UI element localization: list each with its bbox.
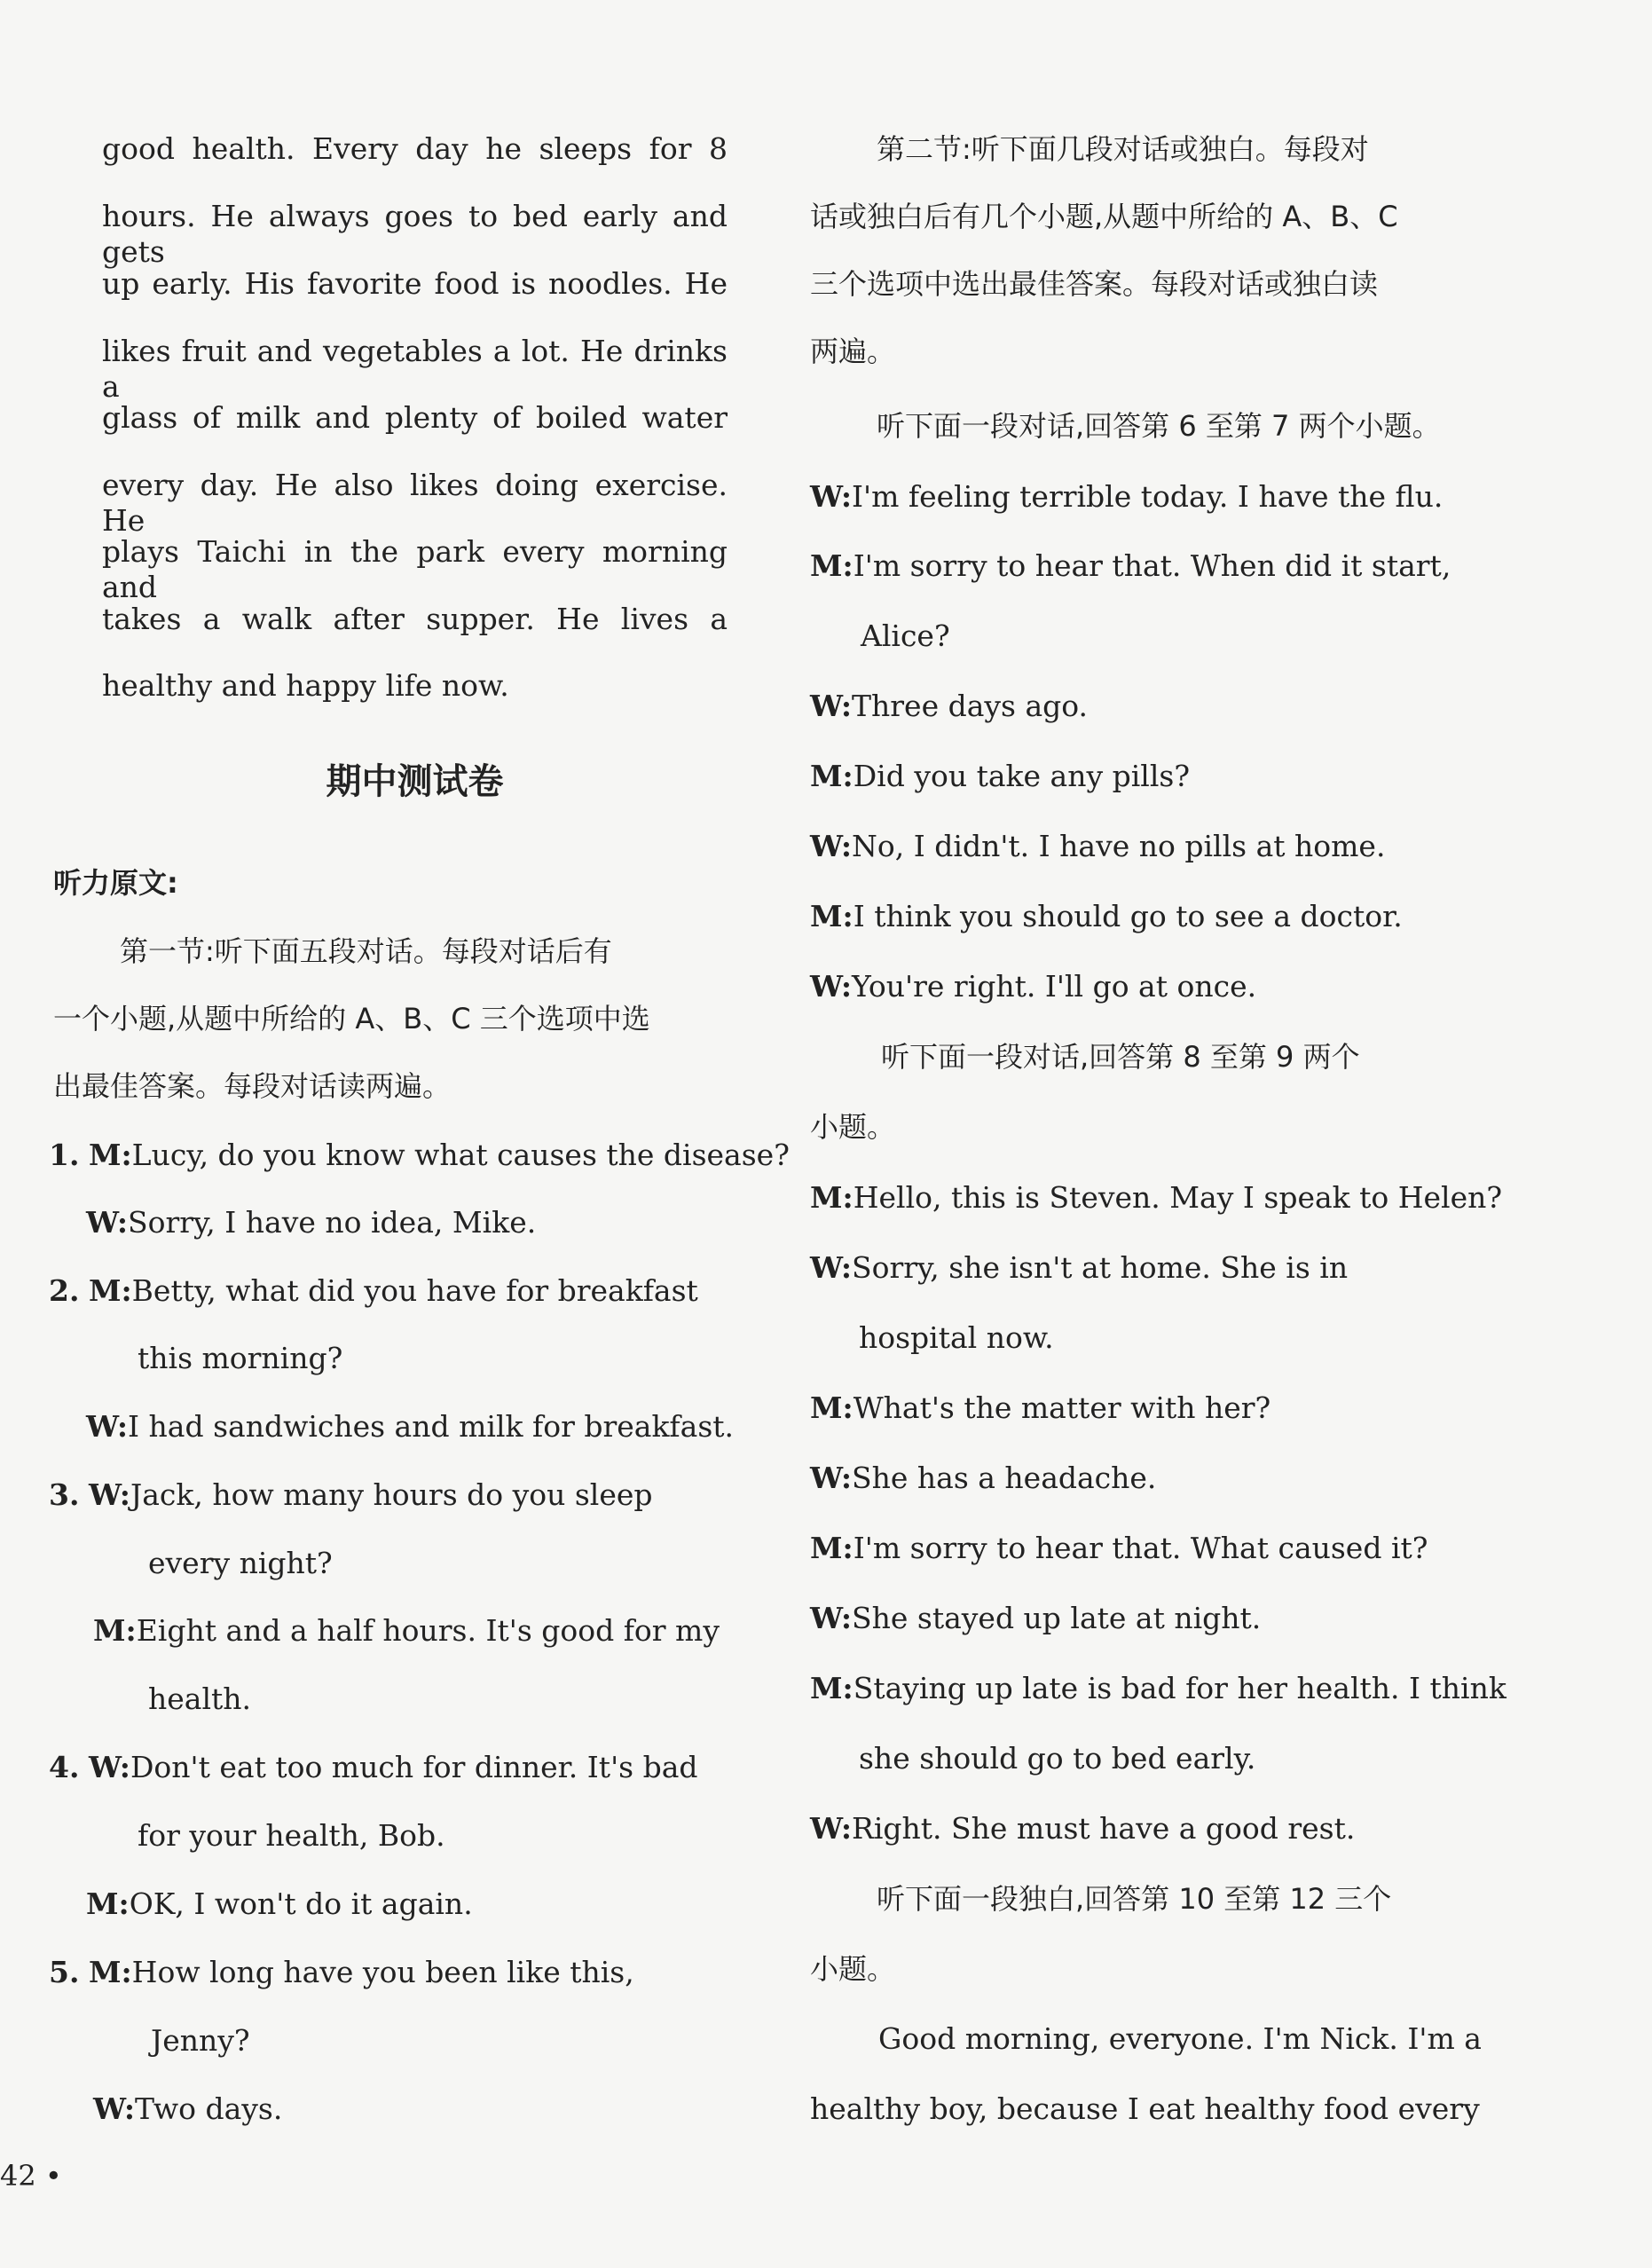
utterance: You're right. I'll go at once. [852,969,1257,1004]
utterance: I had sandwiches and milk for breakfast. [128,1409,735,1444]
speaker: M: [810,1671,854,1705]
utterance: I'm sorry to hear that. What caused it? [853,1531,1428,1565]
utterance: I'm sorry to hear that. When did it start, [853,548,1451,583]
speaker: W: [810,1601,853,1635]
utterance: Three days ago. [852,689,1089,723]
intro-line: hours. He always goes to bed early and gets [102,199,728,269]
speaker: W: [810,969,853,1004]
utterance: No, I didn't. I have no pills at home. [852,829,1386,863]
dialogue-b-line [810,1180,1502,1216]
page-title: 期中测试卷 [326,761,504,802]
dialogue-a-line: Alice? [861,618,950,653]
speaker: M: [86,1886,130,1921]
section2-line: 两遍。 [810,335,896,368]
dialogue-a-line [810,969,1256,1004]
dialogue-b-line [810,1601,1261,1636]
speaker: M: [810,899,854,933]
q10-12-intro: 小题。 [810,1952,896,1986]
utterance: I think you should go to see a doctor. [853,899,1403,933]
speaker: M: [88,1955,132,1989]
utterance: Sorry, she isn't at home. She is in [852,1250,1349,1285]
q6-7-intro: 听下面一段对话,回答第 6 至第 7 两个小题。 [877,409,1441,443]
monologue-line: Good morning, everyone. I'm Nick. I'm a [878,2021,1482,2056]
speaker: M: [88,1273,132,1308]
speaker: M: [810,1180,854,1215]
dialogue-4-line [86,1886,473,1922]
intro-line: up early. His favorite food is noodles. He [102,266,728,301]
item-number: 3. [49,1477,80,1512]
dialogue-b-line [810,1671,1506,1706]
intro-line: every day. He also likes doing exercise. He [102,468,728,538]
intro-line: takes a walk after supper. He lives a [102,602,728,636]
section2-line: 第二节:听下面几段对话或独白。每段对 [877,132,1369,166]
utterance: Jack, how many hours do you sleep [130,1477,653,1512]
utterance: Lucy, do you know what causes the disease? [131,1138,790,1172]
utterance: Did you take any pills? [853,759,1191,793]
dialogue-b-line: she should go to bed early. [859,1741,1256,1776]
item-number: 4. [49,1750,80,1784]
dialogue-b-line [810,1461,1156,1496]
utterance: Hello, this is Steven. May I speak to Helen? [853,1180,1503,1215]
utterance: What's the matter with her? [853,1390,1271,1425]
section1-line: 出最佳答案。每段对话读两遍。 [53,1069,452,1103]
speaker: M: [810,1531,854,1565]
section2-line: 话或独白后有几个小题,从题中所给的 A、B、C [810,200,1398,233]
speaker: M: [810,759,854,793]
speaker: M: [93,1613,137,1648]
utterance: Don't eat too much for dinner. It's bad [130,1750,698,1784]
utterance: How long have you been like this, [131,1955,634,1989]
speaker: W: [86,1409,129,1444]
dialogue-b-line [810,1390,1270,1426]
speaker: W: [810,1250,853,1285]
intro-line: plays Taichi in the park every morning and [102,534,728,604]
dialogue-3-line: every night? [148,1546,333,1580]
dialogue-2-line: this morning? [138,1341,343,1375]
utterance: Two days. [135,2091,283,2126]
utterance: OK, I won't do it again. [129,1886,473,1921]
speaker: W: [810,1461,853,1495]
monologue-line: healthy boy, because I eat healthy food every [810,2091,1480,2126]
q8-9-intro: 听下面一段对话,回答第 8 至第 9 两个 [881,1040,1360,1074]
speaker: W: [93,2091,136,2126]
dialogue-1-line [49,1138,790,1173]
dialogue-4-line [49,1750,698,1785]
dialogue-1-line [86,1205,536,1240]
section1-line: 一个小题,从题中所给的 A、B、C 三个选项中选 [53,1002,650,1036]
dialogue-a-line [810,899,1403,934]
intro-line: likes fruit and vegetables a lot. He drinks a [102,334,728,404]
item-number: 1. [49,1138,80,1172]
utterance: I'm feeling terrible today. I have the flu. [852,479,1444,514]
dialogue-a-line [810,759,1190,794]
dialogue-b-line [810,1250,1493,1286]
dialogue-2-line [86,1409,734,1445]
intro-line: good health. Every day he sleeps for 8 [102,131,728,166]
dialogue-b-line [810,1531,1428,1566]
speaker: M: [810,548,854,583]
section1-line: 第一节:听下面五段对话。每段对话后有 [120,934,612,968]
script-label: 听力原文: [53,866,178,900]
dialogue-5-line: Jenny? [151,2023,250,2058]
dialogue-a-line [810,548,1451,584]
item-number: 2. [49,1273,80,1308]
utterance: She stayed up late at night. [852,1601,1262,1635]
utterance: Right. She must have a good rest. [852,1811,1356,1846]
speaker: W: [88,1477,130,1512]
speaker: W: [810,829,853,863]
speaker: M: [810,1390,854,1425]
dialogue-5-line [49,1955,634,1990]
section2-line: 三个选项中选出最佳答案。每段对话或独白读 [810,267,1379,301]
q10-12-intro: 听下面一段独白,回答第 10 至第 12 三个 [877,1882,1392,1916]
utterance: Betty, what did you have for breakfast [131,1273,698,1308]
page-number: 42 • [0,2159,62,2193]
q8-9-intro: 小题。 [810,1110,896,1144]
utterance: Eight and a half hours. It's good for my [136,1613,720,1648]
dialogue-b-line: hospital now. [859,1320,1054,1355]
speaker: W: [88,1750,130,1784]
dialogue-3-line [49,1477,653,1513]
speaker: M: [88,1138,132,1172]
utterance: Sorry, I have no idea, Mike. [128,1205,537,1240]
dialogue-4-line: for your health, Bob. [138,1818,445,1853]
dialogue-2-line [49,1273,728,1309]
item-number: 5. [49,1955,80,1989]
intro-line: glass of milk and plenty of boiled water [102,400,728,435]
dialogue-a-line [810,829,1385,864]
dialogue-b-line [810,1811,1355,1847]
utterance: Staying up late is bad for her health. I think [853,1671,1506,1705]
speaker: W: [810,689,853,723]
speaker: W: [810,1811,853,1846]
speaker: W: [86,1205,129,1240]
utterance: She has a headache. [852,1461,1157,1495]
speaker: W: [810,479,853,514]
dialogue-3-line: health. [148,1681,252,1716]
dialogue-a-line [810,479,1443,515]
dialogue-5-line [93,2091,282,2127]
dialogue-a-line [810,689,1088,724]
intro-line: healthy and happy life now. [102,668,509,703]
dialogue-3-line [93,1613,720,1649]
